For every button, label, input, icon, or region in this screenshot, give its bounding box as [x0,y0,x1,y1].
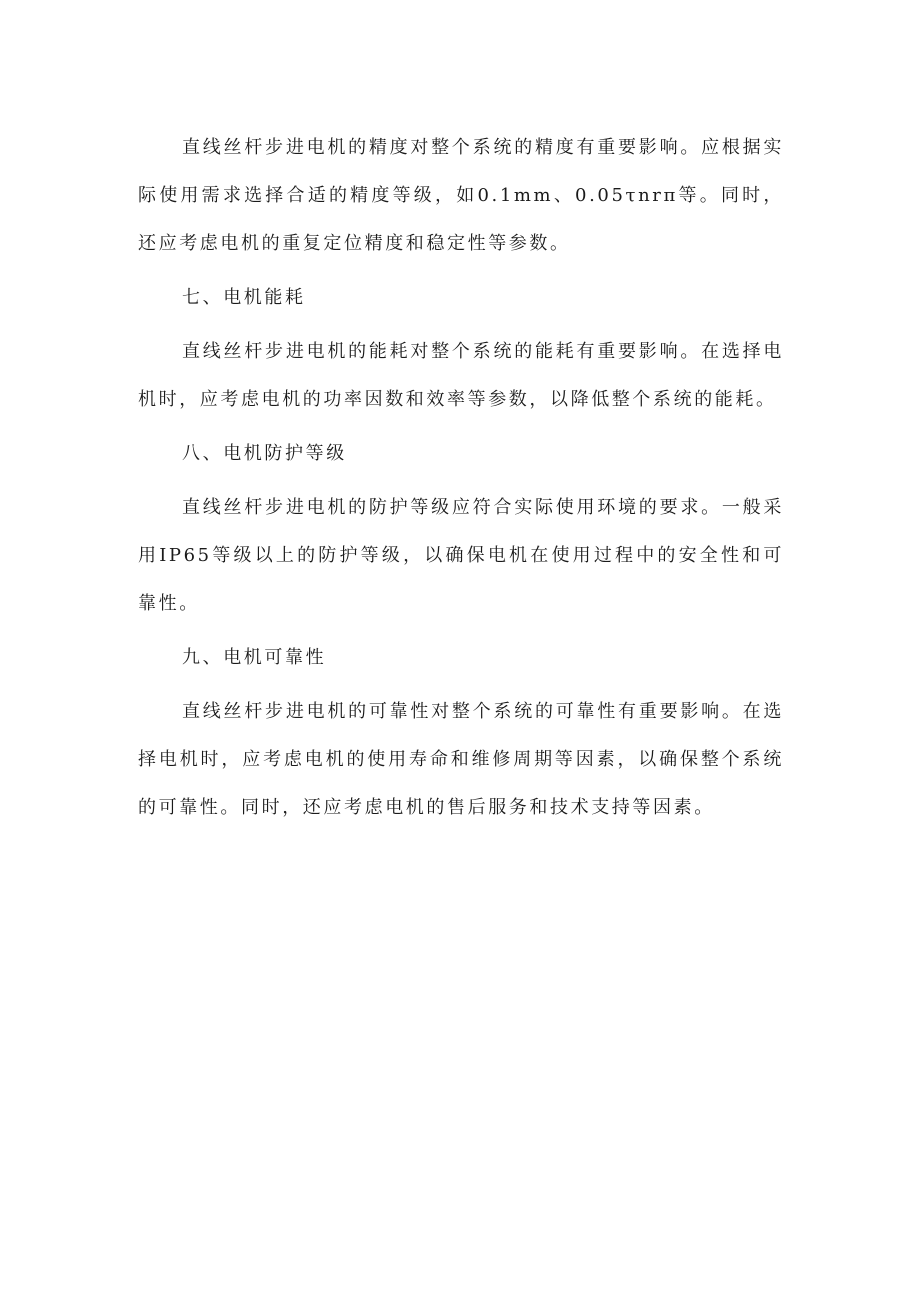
paragraph-energy: 直线丝杆步进电机的能耗对整个系统的能耗有重要影响。在选择电机时，应考虑电机的功率因数和效率等参数，以降低整个系统的能耗。 [138,341,784,410]
section-heading-reliability: 九、电机可靠性 [182,647,327,668]
paragraph-precision: 直线丝杆步进电机的精度对整个系统的精度有重要影响。应根据实际使用需求选择合适的精度等级，如0.1mm、0.05τnrπ等。同时，还应考虑电机的重复定位精度和稳定性等参数。 [138,137,784,254]
paragraph-reliability: 直线丝杆步进电机的可靠性对整个系统的可靠性有重要影响。在选择电机时，应考虑电机的使用寿命和维修周期等因素，以确保整个系统的可靠性。同时，还应考虑电机的售后服务和技术支持等因素。 [138,701,784,818]
section-heading-energy: 七、电机能耗 [182,287,306,308]
section-heading-protection: 八、电机防护等级 [182,443,347,464]
document-body [138,124,784,838]
paragraph-protection: 直线丝杆步进电机的防护等级应符合实际使用环境的要求。一般采用IP65等级以上的防护等级，以确保电机在使用过程中的安全性和可靠性。 [138,497,784,614]
